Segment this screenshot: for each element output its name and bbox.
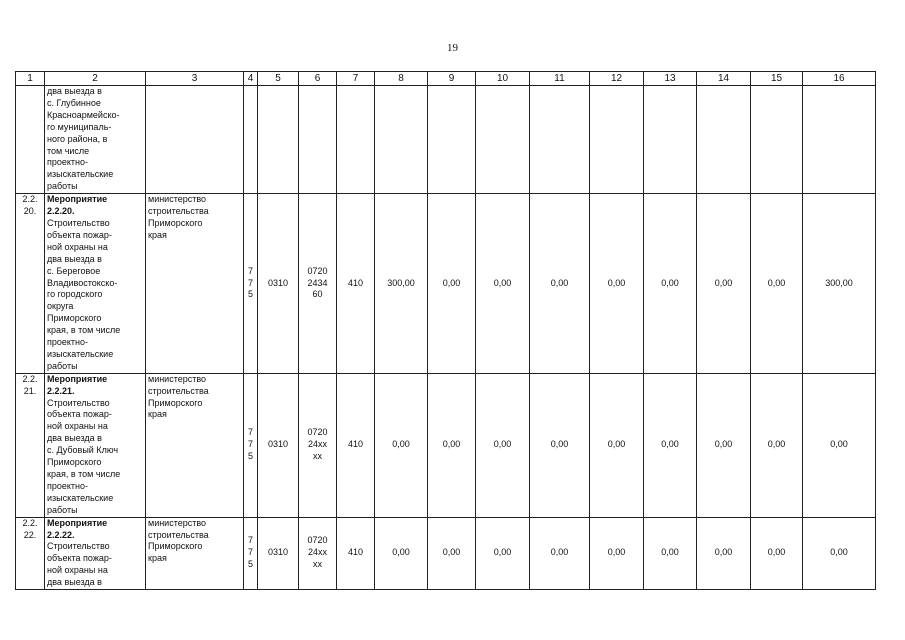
measure-title: Мероприятие 2.2.22. <box>47 517 108 540</box>
cell <box>337 86 375 194</box>
value-cell: 0,00 <box>751 194 803 374</box>
table-row <box>16 373 876 517</box>
column-header: 3 <box>146 72 244 86</box>
value-cell: 0,00 <box>751 517 803 589</box>
value-cell: 300,00 <box>803 194 876 374</box>
column-header: 4 <box>244 72 258 86</box>
column-header: 6 <box>299 72 337 86</box>
cell <box>590 86 644 194</box>
value-cell: 0,00 <box>803 373 876 517</box>
column-header: 8 <box>375 72 428 86</box>
value-cell: 300,00 <box>375 194 428 374</box>
value-cell: 0,00 <box>751 373 803 517</box>
page-number: 19 <box>447 42 458 54</box>
measure-title: Мероприятие 2.2.20. <box>47 194 108 217</box>
measure-description: Строительство объекта пожар- ной охраны на два выезда в с. Дубовый Ключ Приморского края, в том числе проектно- изыскательские работы <box>47 397 121 515</box>
executor-cell: министерство строительства Приморского края <box>146 517 244 589</box>
column-header: 15 <box>751 72 803 86</box>
budget-table <box>15 71 876 590</box>
row-index: 2.2. 21. <box>16 373 45 517</box>
measure-description: Строительство объекта пожар- ной охраны на два выезда в с. Береговое Владивостокско- го городского округа Приморского края, в том числе проектно- изыскательские работы <box>47 217 121 371</box>
value-cell: 0,00 <box>428 517 476 589</box>
value-cell: 0,00 <box>697 517 751 589</box>
cell <box>476 86 530 194</box>
measure-cell: два выезда в с. Глубинное Красноармейско- го муниципаль- ного района, в том числе проектно- изыскательские работы <box>45 86 146 194</box>
cell <box>299 86 337 194</box>
code-cell: 0310 <box>258 373 299 517</box>
value-cell: 0,00 <box>476 194 530 374</box>
column-header: 14 <box>697 72 751 86</box>
measure-description: Строительство объекта пожар- ной охраны на два выезда в <box>47 541 112 588</box>
table-row <box>16 194 876 374</box>
value-cell: 0,00 <box>803 517 876 589</box>
value-cell: 0,00 <box>590 373 644 517</box>
table-row <box>16 517 876 589</box>
value-cell: 0,00 <box>375 373 428 517</box>
column-header: 13 <box>644 72 697 86</box>
cell <box>751 86 803 194</box>
executor-cell <box>146 86 244 194</box>
code-cell: 7 7 5 <box>244 194 258 374</box>
column-header: 5 <box>258 72 299 86</box>
value-cell: 0,00 <box>590 517 644 589</box>
column-header: 16 <box>803 72 876 86</box>
cell <box>697 86 751 194</box>
value-cell: 0,00 <box>530 373 590 517</box>
value-cell: 0,00 <box>697 194 751 374</box>
value-cell: 0,00 <box>697 373 751 517</box>
cell <box>244 86 258 194</box>
value-cell: 0,00 <box>375 517 428 589</box>
code-cell: 410 <box>337 517 375 589</box>
cell <box>258 86 299 194</box>
cell <box>803 86 876 194</box>
code-cell: 0720 24xx xx <box>299 517 337 589</box>
table-row <box>16 86 876 194</box>
cell <box>530 86 590 194</box>
measure-title: Мероприятие 2.2.21. <box>47 373 108 396</box>
code-cell: 7 7 5 <box>244 373 258 517</box>
header-row <box>16 72 876 86</box>
measure-cell <box>45 517 146 589</box>
value-cell: 0,00 <box>428 373 476 517</box>
measure-cell <box>45 194 146 374</box>
value-cell: 0,00 <box>644 373 697 517</box>
value-cell: 0,00 <box>530 194 590 374</box>
value-cell: 0,00 <box>590 194 644 374</box>
column-header: 7 <box>337 72 375 86</box>
code-cell: 0310 <box>258 517 299 589</box>
code-cell: 0310 <box>258 194 299 374</box>
code-cell: 0720 2434 60 <box>299 194 337 374</box>
column-header: 1 <box>16 72 45 86</box>
value-cell: 0,00 <box>428 194 476 374</box>
column-header: 12 <box>590 72 644 86</box>
code-cell: 410 <box>337 373 375 517</box>
value-cell: 0,00 <box>530 517 590 589</box>
row-index <box>16 86 45 194</box>
row-index: 2.2. 20. <box>16 194 45 374</box>
code-cell: 7 7 5 <box>244 517 258 589</box>
code-cell: 0720 24xx xx <box>299 373 337 517</box>
executor-cell: министерство строительства Приморского края <box>146 194 244 374</box>
value-cell: 0,00 <box>476 517 530 589</box>
code-cell: 410 <box>337 194 375 374</box>
row-index: 2.2. 22. <box>16 517 45 589</box>
value-cell: 0,00 <box>476 373 530 517</box>
measure-cell <box>45 373 146 517</box>
executor-cell: министерство строительства Приморского края <box>146 373 244 517</box>
value-cell: 0,00 <box>644 194 697 374</box>
cell <box>428 86 476 194</box>
cell <box>644 86 697 194</box>
column-header: 10 <box>476 72 530 86</box>
column-header: 9 <box>428 72 476 86</box>
column-header: 2 <box>45 72 146 86</box>
value-cell: 0,00 <box>644 517 697 589</box>
column-header: 11 <box>530 72 590 86</box>
cell <box>375 86 428 194</box>
